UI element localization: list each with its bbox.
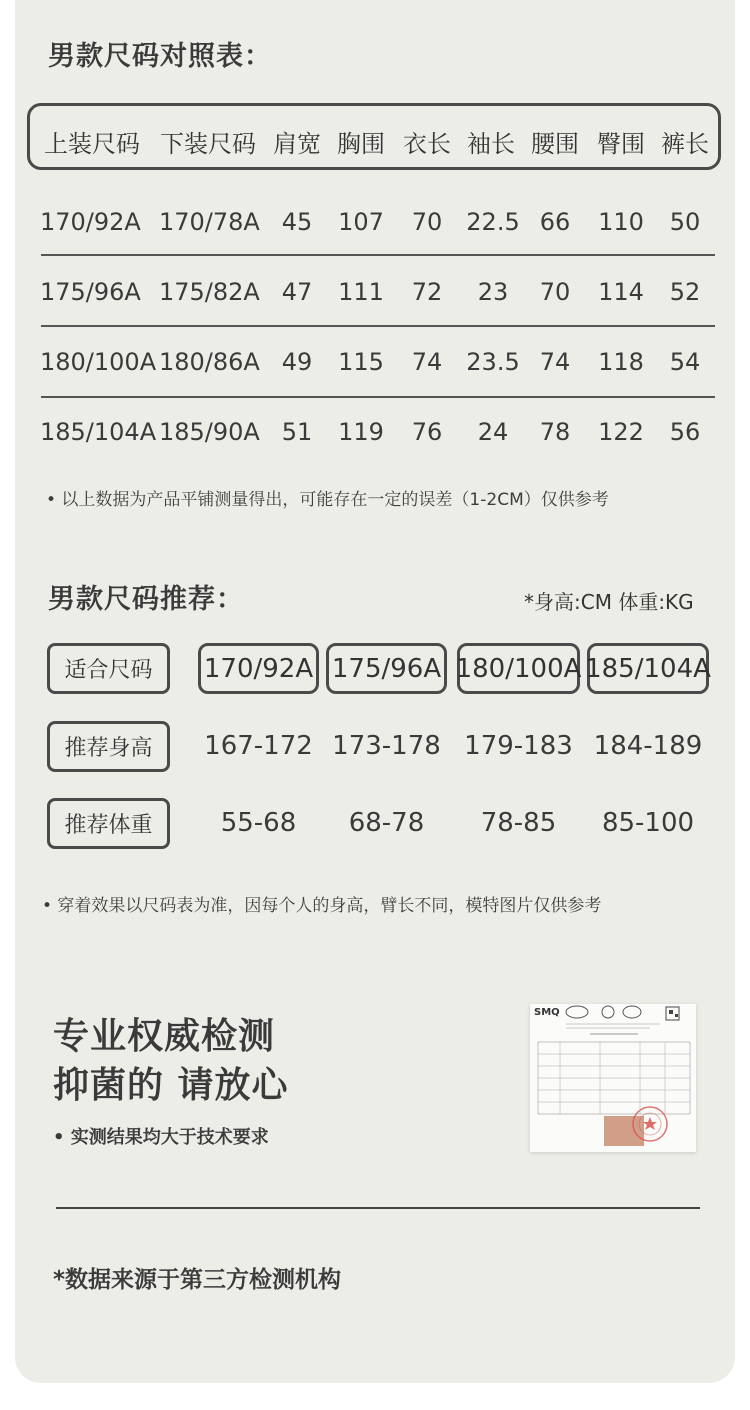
label-recommended-height: 推荐身高 [47,721,170,772]
table-cell: 49 [281,348,313,376]
table-cell: 24 [477,418,509,446]
weight-range: 78-85 [480,808,557,838]
size-tag-185: 185/104A [587,643,709,694]
height-range: 173-178 [332,731,441,761]
data-source-note: *数据来源于第三方检测机构 [53,1267,342,1293]
table-cell: 22.5 [466,208,520,236]
table-cell: 114 [598,278,644,306]
header-bottom-size: 下装尺码 [160,130,256,158]
label-recommended-weight: 推荐体重 [47,798,170,849]
recommend-title: 男款尺码推荐： [48,584,244,615]
table-cell: 185/90A [159,418,260,446]
table-cell: 170/92A [40,208,141,236]
row-divider [41,396,715,398]
weight-range: 68-78 [348,808,425,838]
table-cell: 180/100A [40,348,157,376]
table-cell: 185/104A [40,418,157,446]
size-chart-title: 男款尺码对照表： [48,41,272,72]
testing-headline-2: 抑菌的 请放心 [53,1065,289,1106]
size-tag-175: 175/96A [326,643,447,694]
recommend-note: • 穿着效果以尺码表为准，因每个人的身高，臂长不同，模特图片仅供参考 [42,896,602,916]
size-tag-180: 180/100A [457,643,580,694]
table-cell: 115 [338,348,384,376]
table-cell: 45 [281,208,313,236]
table-cell: 56 [669,418,701,446]
section-divider [56,1207,700,1209]
table-cell: 118 [598,348,644,376]
report-document-graphic [530,1004,696,1152]
table-cell: 74 [411,348,443,376]
header-hip: 臀围 [597,130,645,158]
testing-headline-1: 专业权威检测 [53,1016,276,1057]
test-report-image [530,1004,696,1152]
height-range: 179-183 [464,731,573,761]
header-pants-length: 裤长 [661,130,709,158]
row-divider [41,254,715,256]
weight-range: 55-68 [220,808,297,838]
table-cell: 122 [598,418,644,446]
header-top-size: 上装尺码 [44,130,140,158]
size-chart-note: • 以上数据为产品平铺测量得出，可能存在一定的误差（1-2CM）仅供参考 [46,490,609,510]
weight-range: 85-100 [601,808,695,838]
height-range: 184-189 [593,731,703,761]
table-cell: 170/78A [159,208,260,236]
smq-logo: SMQ [534,1007,560,1018]
table-cell: 111 [338,278,384,306]
header-waist: 腰围 [531,130,579,158]
table-cell: 175/82A [159,278,260,306]
table-cell: 175/96A [40,278,141,306]
table-cell: 119 [338,418,384,446]
units-note: *身高:CM 体重:KG [524,590,694,614]
header-length: 衣长 [403,130,451,158]
table-cell: 23 [477,278,509,306]
table-cell: 78 [539,418,571,446]
header-shoulder: 肩宽 [273,130,321,158]
size-tag-170: 170/92A [198,643,319,694]
testing-note: • 实测结果均大于技术要求 [53,1127,269,1148]
table-cell: 70 [539,278,571,306]
table-cell: 110 [598,208,644,236]
table-cell: 70 [411,208,443,236]
table-cell: 72 [411,278,443,306]
table-cell: 51 [281,418,313,446]
height-range: 167-172 [204,731,313,761]
table-cell: 47 [281,278,313,306]
label-fit-size: 适合尺码 [47,643,170,694]
row-divider [41,325,715,327]
table-cell: 107 [338,208,384,236]
table-cell: 66 [539,208,571,236]
table-cell: 180/86A [159,348,260,376]
table-cell: 76 [411,418,443,446]
table-cell: 52 [669,278,701,306]
table-cell: 50 [669,208,701,236]
table-cell: 74 [539,348,571,376]
table-cell: 23.5 [466,348,520,376]
header-sleeve: 袖长 [467,130,515,158]
table-cell: 54 [669,348,701,376]
header-chest: 胸围 [337,130,385,158]
